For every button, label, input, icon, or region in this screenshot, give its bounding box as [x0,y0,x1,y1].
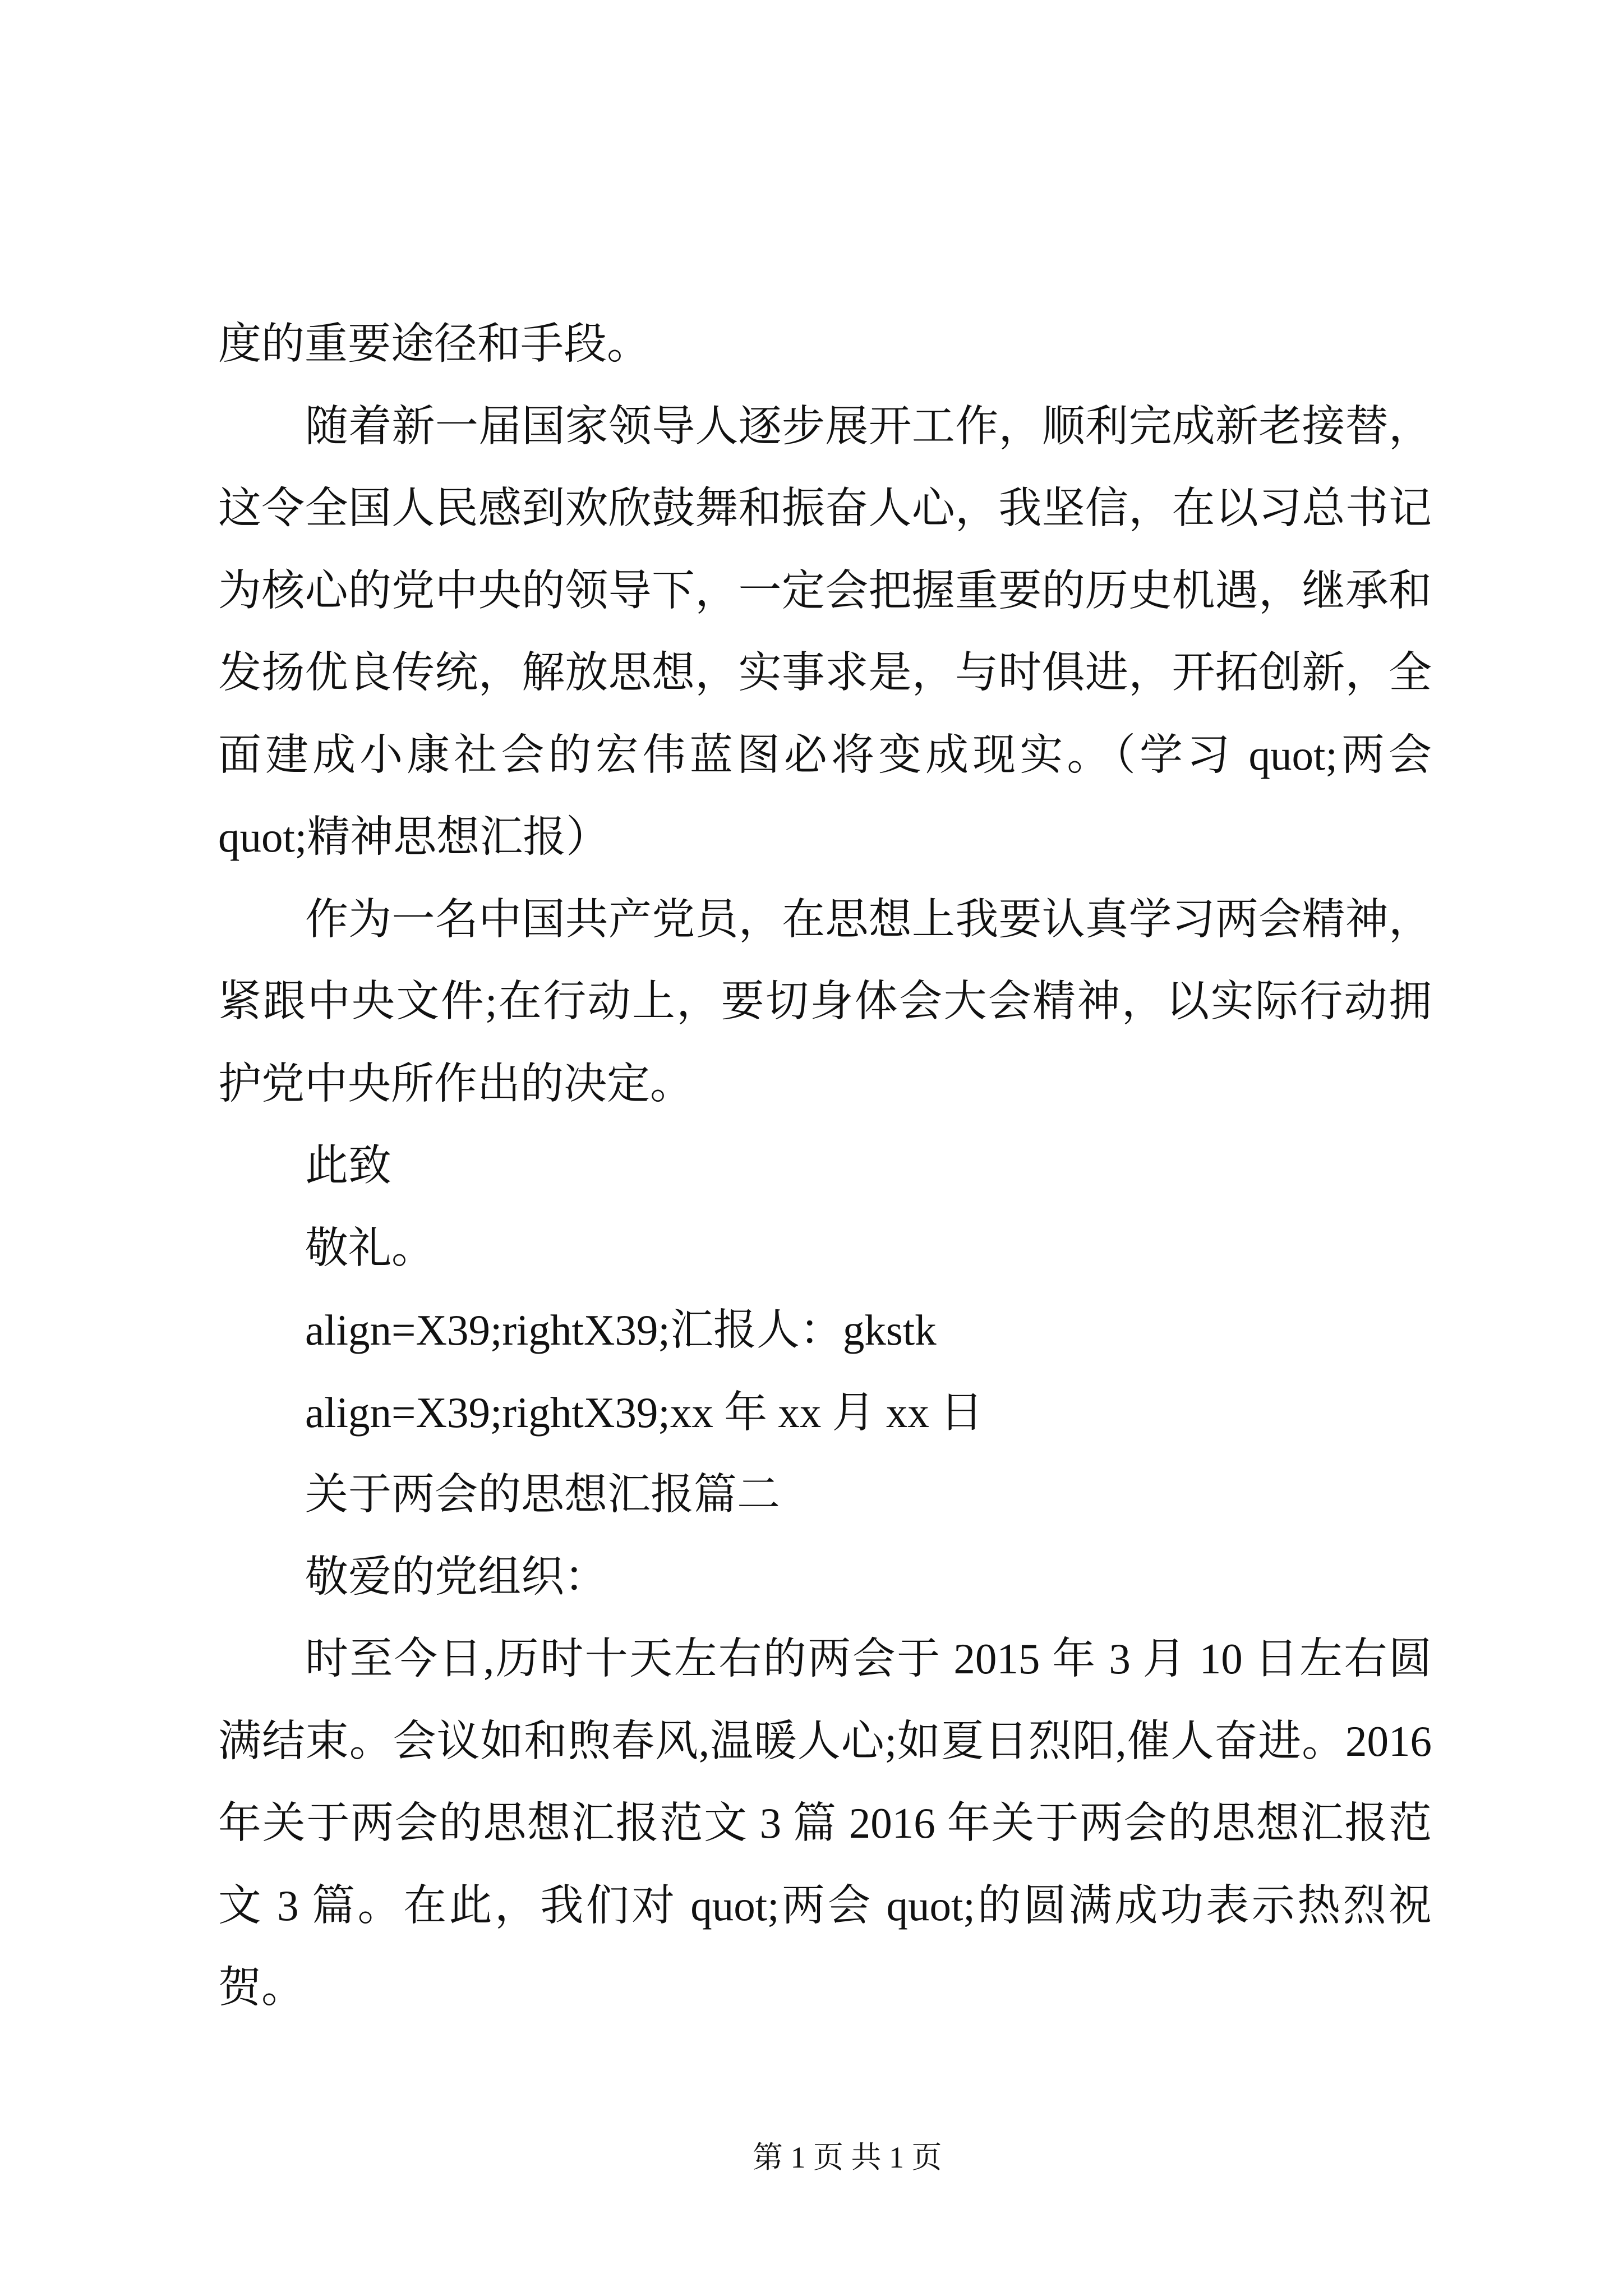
section-heading [218,1453,1432,1536]
text-line: 时至今日,历时十天左右的两会于 2015 年 3 月 10 日左右圆 [305,1635,1432,1683]
closing-salutation [218,1125,1432,1207]
text-line: 敬礼。 [305,1223,435,1272]
text-line: 贺。 [218,1963,305,2012]
signature-reporter [218,1289,1432,1372]
text-line: 这令全国人民感到欢欣鼓舞和振奋人心，我坚信，在以习总书记 [218,484,1432,532]
text-line: 护党中央所作出的决定。 [218,1059,693,1108]
text-line: 紧跟中央文件;在行动上，要切身体会大会精神，以实际行动拥 [218,977,1432,1025]
text-line: 年关于两会的思想汇报范文 3 篇 2016 年关于两会的思想汇报范 [218,1799,1432,1847]
text-line: 面建成小康社会的宏伟蓝图必将变成现实。（学习 quot;两会 [218,730,1432,779]
letter-greeting [218,1536,1432,1618]
paragraph-new-leaders [218,385,1432,878]
paragraph-two-sessions [218,1618,1432,2029]
text-line: 作为一名中国共产党员，在思想上我要认真学习两会精神， [305,895,1432,944]
text-line: 随着新一届国家领导人逐步展开工作，顺利完成新老接替， [305,402,1432,450]
text-line: 文 3 篇。在此，我们对 quot;两会 quot;的圆满成功表示热烈祝 [218,1881,1432,1930]
paragraph-party-member [218,878,1432,1125]
signature-date [218,1372,1432,1454]
paragraph-continuation [218,303,1432,385]
text-line: align=X39;rightX39;xx 年 xx 月 xx 日 [305,1388,984,1437]
text-line: 满结束。会议如和煦春风,温暖人心;如夏日烈阳,催人奋进。2016 [218,1717,1432,1765]
text-line: 关于两会的思想汇报篇二 [305,1470,780,1519]
text-line: 度的重要途径和手段。 [218,320,650,368]
document-body [218,303,1432,2029]
page-number-footer: 第 1 页 共 1 页 [753,2141,942,2174]
closing-regards [218,1207,1432,1290]
text-line: quot;精神思想汇报） [218,813,610,861]
text-line: 发扬优良传统，解放思想，实事求是，与时俱进，开拓创新，全 [218,648,1432,697]
text-line: 此致 [305,1142,391,1190]
text-line: 敬爱的党组织： [305,1552,607,1601]
text-line: 为核心的党中央的领导下，一定会把握重要的历史机遇，继承和 [218,566,1432,615]
text-line: align=X39;rightX39;汇报人：gkstk [305,1306,937,1354]
